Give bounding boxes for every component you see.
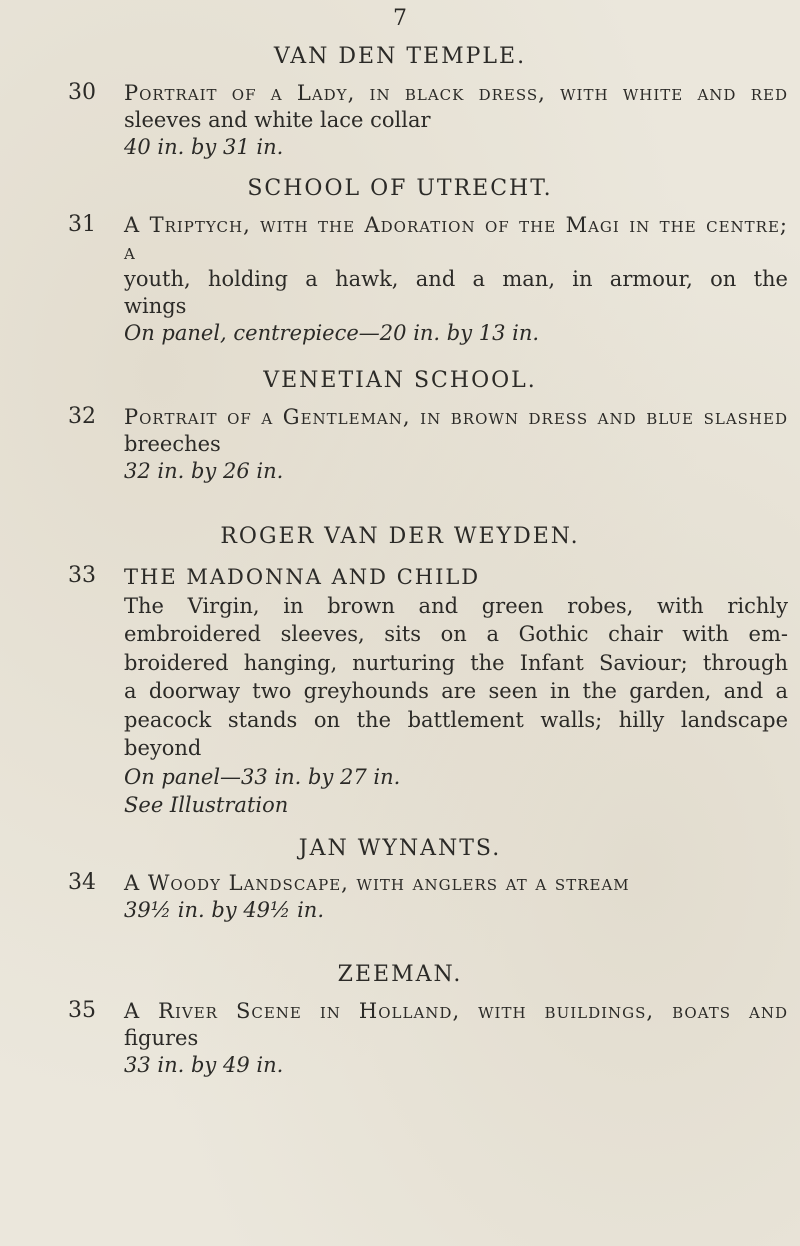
lot-number: 33 xyxy=(68,563,96,588)
lot-dimensions: 39½ in. by 49½ in. xyxy=(124,898,324,922)
lot-number: 34 xyxy=(68,870,96,895)
lot-dimensions: On panel, centrepiece—20 in. by 13 in. xyxy=(124,321,540,345)
lot-title-line: Portrait of a Lady, in black dress, with white and red xyxy=(124,81,788,105)
lot-text-line: breeches xyxy=(124,432,221,456)
lot-title-line: Portrait of a Gentleman, in brown dress and blue slashed xyxy=(124,405,788,429)
lot-dimensions: 33 in. by 49 in. xyxy=(124,1053,284,1077)
lot-title-line: A Triptych, with the Adoration of the Magi in the centre; a xyxy=(124,213,788,264)
lot-text-line: wings xyxy=(124,294,187,318)
lot-number: 31 xyxy=(68,212,96,237)
page-number: 7 xyxy=(393,6,407,31)
lot-text-line: a doorway two greyhounds are seen in the garden, and a xyxy=(124,679,788,703)
lot-title-line: THE MADONNA AND CHILD xyxy=(124,565,481,589)
lot-text-line: The Virgin, in brown and green robes, with richly xyxy=(124,593,788,618)
lot-title-line: A Woody Landscape, with anglers at a stream xyxy=(124,871,630,895)
lot-description xyxy=(124,404,788,485)
lot-description xyxy=(124,80,788,161)
lot-title-line: A River Scene in Holland, with buildings, boats and xyxy=(124,999,788,1023)
lot-dimensions: 32 in. by 26 in. xyxy=(124,459,284,483)
lot-text-line: sleeves and white lace collar xyxy=(124,108,431,132)
section-heading: ROGER VAN DER WEYDEN. xyxy=(220,524,580,549)
lot-number: 30 xyxy=(68,80,96,105)
lot-dimensions: On panel—33 in. by 27 in. xyxy=(124,764,401,789)
lot-text-line: embroidered sleeves, sits on a Gothic chair with em- xyxy=(124,622,788,646)
lot-number: 35 xyxy=(68,998,96,1023)
lot-dimensions: 40 in. by 31 in. xyxy=(124,135,284,159)
lot-text-line: beyond xyxy=(124,736,202,760)
section-heading: VAN DEN TEMPLE. xyxy=(273,44,527,69)
lot-text-line: youth, holding a hawk, and a man, in armour, on the xyxy=(124,267,788,291)
section-heading: VENETIAN SCHOOL. xyxy=(263,368,537,393)
lot-description xyxy=(124,998,788,1079)
lot-description xyxy=(124,563,788,820)
section-heading: ZEEMAN. xyxy=(337,962,463,987)
lot-text-line: broidered hanging, nurturing the Infant Saviour; through xyxy=(124,650,788,675)
section-heading: JAN WYNANTS. xyxy=(298,836,502,861)
lot-text-line: figures xyxy=(124,1026,199,1050)
lot-description xyxy=(124,870,788,924)
lot-number: 32 xyxy=(68,404,96,429)
section-heading: SCHOOL OF UTRECHT. xyxy=(247,176,553,201)
illustration-reference: See Illustration xyxy=(124,793,289,817)
lot-text-line: peacock stands on the battlement walls; hilly landscape xyxy=(124,707,788,732)
lot-description xyxy=(124,212,788,347)
